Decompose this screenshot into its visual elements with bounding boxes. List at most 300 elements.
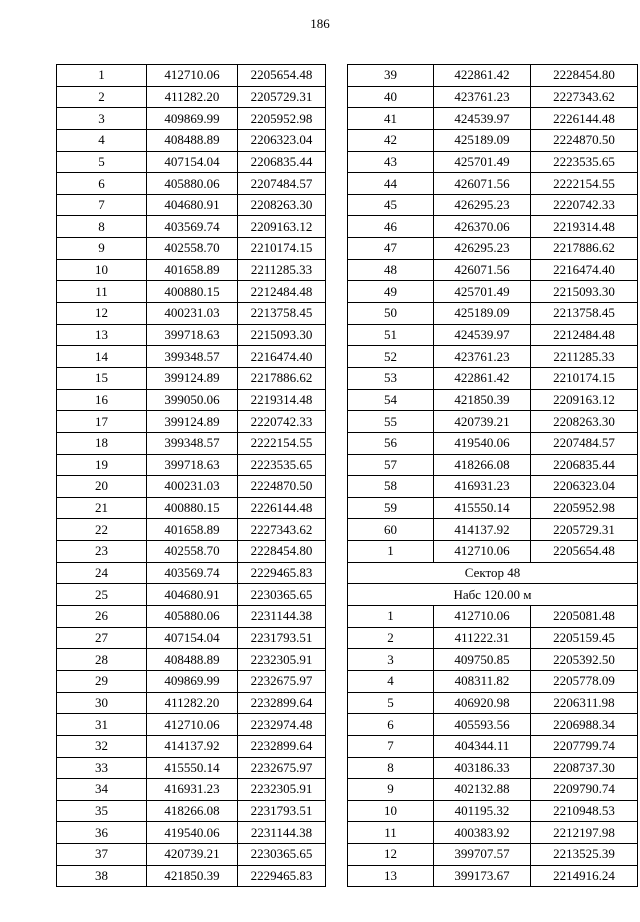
coord-x: 411282.20	[147, 692, 238, 714]
point-number: 22	[57, 519, 147, 541]
coord-x: 421850.39	[147, 865, 238, 887]
point-number: 6	[57, 173, 147, 195]
coord-y: 2207799.74	[531, 735, 638, 757]
table-row	[348, 173, 638, 195]
point-number: 4	[57, 129, 147, 151]
section-title: Сектор 48	[348, 562, 638, 584]
point-number: 3	[57, 108, 147, 130]
table-row	[57, 519, 326, 541]
coord-x: 420739.21	[147, 844, 238, 866]
coord-x: 402132.88	[434, 779, 531, 801]
table-row	[57, 822, 326, 844]
coord-x: 402558.70	[147, 541, 238, 563]
table-row	[348, 108, 638, 130]
table-row	[348, 216, 638, 238]
point-number: 56	[348, 432, 434, 454]
coord-y: 2214916.24	[531, 865, 638, 887]
coord-y: 2231144.38	[238, 606, 326, 628]
point-number: 2	[348, 627, 434, 649]
coord-y: 2215093.30	[238, 324, 326, 346]
point-number: 17	[57, 411, 147, 433]
point-number: 43	[348, 151, 434, 173]
coord-y: 2220742.33	[531, 194, 638, 216]
coord-x: 424539.97	[434, 324, 531, 346]
table-row	[348, 519, 638, 541]
coord-x: 407154.04	[147, 151, 238, 173]
point-number: 16	[57, 389, 147, 411]
coord-x: 409869.99	[147, 108, 238, 130]
table-row	[348, 86, 638, 108]
coord-y: 2208263.30	[531, 411, 638, 433]
coord-x: 399348.57	[147, 346, 238, 368]
coord-y: 2211285.33	[238, 259, 326, 281]
table-row	[57, 454, 326, 476]
coord-y: 2230365.65	[238, 844, 326, 866]
point-number: 21	[57, 497, 147, 519]
table-row	[348, 281, 638, 303]
coord-y: 2232974.48	[238, 714, 326, 736]
coord-y: 2207484.57	[531, 432, 638, 454]
coord-x: 418266.08	[147, 800, 238, 822]
coord-y: 2217886.62	[238, 367, 326, 389]
table-row	[348, 800, 638, 822]
coord-x: 403569.74	[147, 562, 238, 584]
coord-x: 402558.70	[147, 238, 238, 260]
table-row	[348, 454, 638, 476]
point-number: 41	[348, 108, 434, 130]
coord-x: 399124.89	[147, 367, 238, 389]
table-row	[57, 476, 326, 498]
coord-y: 2206835.44	[531, 454, 638, 476]
coord-y: 2205654.48	[238, 65, 326, 87]
coord-x: 424539.97	[434, 108, 531, 130]
table-row	[348, 194, 638, 216]
table-row	[57, 757, 326, 779]
table-row	[348, 259, 638, 281]
coord-x: 418266.08	[434, 454, 531, 476]
coord-y: 2205654.48	[531, 541, 638, 563]
coord-y: 2205729.31	[531, 519, 638, 541]
table-row	[57, 151, 326, 173]
coord-x: 399050.06	[147, 389, 238, 411]
point-number: 27	[57, 627, 147, 649]
page-number: 186	[310, 16, 330, 31]
point-number: 18	[57, 432, 147, 454]
coord-x: 411222.31	[434, 627, 531, 649]
point-number: 44	[348, 173, 434, 195]
table-row	[348, 367, 638, 389]
coord-y: 2212484.48	[238, 281, 326, 303]
point-number: 11	[57, 281, 147, 303]
coord-x: 409750.85	[434, 649, 531, 671]
coord-y: 2228454.80	[238, 541, 326, 563]
table-row	[57, 367, 326, 389]
coord-x: 423761.23	[434, 346, 531, 368]
coord-y: 2232305.91	[238, 649, 326, 671]
point-number: 58	[348, 476, 434, 498]
table-row	[348, 757, 638, 779]
table-row	[57, 129, 326, 151]
point-number: 49	[348, 281, 434, 303]
point-number: 50	[348, 303, 434, 325]
coord-y: 2213758.45	[238, 303, 326, 325]
coord-y: 2224870.50	[238, 476, 326, 498]
coord-y: 2232305.91	[238, 779, 326, 801]
coord-x: 405880.06	[147, 606, 238, 628]
point-number: 45	[348, 194, 434, 216]
table-row	[57, 497, 326, 519]
coord-y: 2232899.64	[238, 735, 326, 757]
coord-y: 2211285.33	[531, 346, 638, 368]
point-number: 28	[57, 649, 147, 671]
coord-x: 422861.42	[434, 65, 531, 87]
table-row	[348, 303, 638, 325]
coord-x: 399348.57	[147, 432, 238, 454]
coord-x: 407154.04	[147, 627, 238, 649]
coord-y: 2210174.15	[238, 238, 326, 260]
coord-x: 405593.56	[434, 714, 531, 736]
point-number: 57	[348, 454, 434, 476]
coord-x: 422861.42	[434, 367, 531, 389]
point-number: 10	[57, 259, 147, 281]
coord-y: 2232899.64	[238, 692, 326, 714]
point-number: 34	[57, 779, 147, 801]
table-row	[348, 649, 638, 671]
table-row	[348, 151, 638, 173]
coord-x: 411282.20	[147, 86, 238, 108]
coord-y: 2209790.74	[531, 779, 638, 801]
table-row	[57, 865, 326, 887]
point-number: 9	[348, 779, 434, 801]
point-number: 46	[348, 216, 434, 238]
point-number: 39	[348, 65, 434, 87]
point-number: 13	[348, 865, 434, 887]
coord-y: 2209163.12	[238, 216, 326, 238]
coord-x: 416931.23	[147, 779, 238, 801]
table-row	[57, 779, 326, 801]
point-number: 32	[57, 735, 147, 757]
coord-y: 2205392.50	[531, 649, 638, 671]
point-number: 7	[348, 735, 434, 757]
point-number: 24	[57, 562, 147, 584]
table-row	[57, 714, 326, 736]
coord-x: 414137.92	[147, 735, 238, 757]
coord-y: 2219314.48	[238, 389, 326, 411]
table-row	[57, 346, 326, 368]
coord-y: 2206323.04	[238, 129, 326, 151]
coord-x: 403186.33	[434, 757, 531, 779]
table-row	[348, 670, 638, 692]
coord-y: 2231793.51	[238, 627, 326, 649]
coord-y: 2205778.09	[531, 670, 638, 692]
table-row	[348, 865, 638, 887]
point-number: 35	[57, 800, 147, 822]
coord-y: 2210174.15	[531, 367, 638, 389]
table-row	[57, 432, 326, 454]
coord-y: 2207484.57	[238, 173, 326, 195]
point-number: 25	[57, 584, 147, 606]
coord-y: 2228454.80	[531, 65, 638, 87]
point-number: 52	[348, 346, 434, 368]
coord-y: 2205081.48	[531, 606, 638, 628]
coord-y: 2223535.65	[238, 454, 326, 476]
point-number: 20	[57, 476, 147, 498]
coord-x: 409869.99	[147, 670, 238, 692]
coord-x: 426071.56	[434, 173, 531, 195]
coord-y: 2229465.83	[238, 865, 326, 887]
point-number: 38	[57, 865, 147, 887]
table-row	[57, 324, 326, 346]
coord-y: 2229465.83	[238, 562, 326, 584]
table-row	[348, 779, 638, 801]
coord-y: 2231793.51	[238, 800, 326, 822]
table-row	[348, 606, 638, 628]
table-row	[57, 606, 326, 628]
coord-y: 2219314.48	[531, 216, 638, 238]
coord-x: 404680.91	[147, 194, 238, 216]
coord-y: 2212484.48	[531, 324, 638, 346]
table-row	[57, 194, 326, 216]
coord-x: 412710.06	[147, 65, 238, 87]
coord-x: 423761.23	[434, 86, 531, 108]
coord-x: 399173.67	[434, 865, 531, 887]
coord-x: 414137.92	[434, 519, 531, 541]
table-row	[348, 389, 638, 411]
coord-y: 2212197.98	[531, 822, 638, 844]
section-header-row	[348, 562, 638, 584]
table-row	[57, 108, 326, 130]
coord-x: 403569.74	[147, 216, 238, 238]
point-number: 48	[348, 259, 434, 281]
coord-x: 401658.89	[147, 259, 238, 281]
table-row	[348, 541, 638, 563]
coord-y: 2205729.31	[238, 86, 326, 108]
coord-y: 2216474.40	[531, 259, 638, 281]
coord-x: 420739.21	[434, 411, 531, 433]
point-number: 33	[57, 757, 147, 779]
table-row	[348, 627, 638, 649]
point-number: 5	[348, 692, 434, 714]
point-number: 1	[348, 541, 434, 563]
table-row	[348, 324, 638, 346]
coord-y: 2230365.65	[238, 584, 326, 606]
coord-x: 415550.14	[147, 757, 238, 779]
coord-x: 426295.23	[434, 238, 531, 260]
table-row	[348, 692, 638, 714]
coord-y: 2216474.40	[238, 346, 326, 368]
point-number: 13	[57, 324, 147, 346]
table-row	[57, 541, 326, 563]
coord-x: 399718.63	[147, 324, 238, 346]
point-number: 51	[348, 324, 434, 346]
point-number: 5	[57, 151, 147, 173]
coord-x: 421850.39	[434, 389, 531, 411]
table-row	[57, 259, 326, 281]
point-number: 55	[348, 411, 434, 433]
coord-y: 2226144.48	[238, 497, 326, 519]
table-row	[57, 844, 326, 866]
point-number: 54	[348, 389, 434, 411]
point-number: 37	[57, 844, 147, 866]
point-number: 1	[348, 606, 434, 628]
coord-y: 2205159.45	[531, 627, 638, 649]
coord-y: 2209163.12	[531, 389, 638, 411]
coord-y: 2206835.44	[238, 151, 326, 173]
coord-x: 426295.23	[434, 194, 531, 216]
section-subtitle: Набс 120.00 м	[348, 584, 638, 606]
table-row	[348, 411, 638, 433]
table-row	[57, 627, 326, 649]
point-number: 59	[348, 497, 434, 519]
table-row	[348, 497, 638, 519]
coord-y: 2206311.98	[531, 692, 638, 714]
coord-x: 416931.23	[434, 476, 531, 498]
coord-y: 2205952.98	[531, 497, 638, 519]
point-number: 11	[348, 822, 434, 844]
coordinates-table-right	[347, 64, 638, 887]
coord-y: 2220742.33	[238, 411, 326, 433]
coord-y: 2213758.45	[531, 303, 638, 325]
coord-x: 408311.82	[434, 670, 531, 692]
coord-y: 2226144.48	[531, 108, 638, 130]
table-row	[57, 86, 326, 108]
table-row	[57, 411, 326, 433]
point-number: 12	[57, 303, 147, 325]
point-number: 10	[348, 800, 434, 822]
coord-x: 412710.06	[147, 714, 238, 736]
coord-y: 2208737.30	[531, 757, 638, 779]
table-row	[348, 844, 638, 866]
point-number: 6	[348, 714, 434, 736]
coord-x: 426071.56	[434, 259, 531, 281]
table-row	[348, 822, 638, 844]
coord-x: 404680.91	[147, 584, 238, 606]
table-row	[57, 216, 326, 238]
coord-x: 419540.06	[434, 432, 531, 454]
point-number: 1	[57, 65, 147, 87]
coord-x: 415550.14	[434, 497, 531, 519]
table-row	[348, 346, 638, 368]
table-row	[57, 670, 326, 692]
table-row	[57, 649, 326, 671]
coord-x: 399707.57	[434, 844, 531, 866]
point-number: 15	[57, 367, 147, 389]
coord-y: 2227343.62	[531, 86, 638, 108]
table-row	[348, 65, 638, 87]
point-number: 60	[348, 519, 434, 541]
point-number: 23	[57, 541, 147, 563]
point-number: 7	[57, 194, 147, 216]
point-number: 8	[57, 216, 147, 238]
point-number: 4	[348, 670, 434, 692]
point-number: 42	[348, 129, 434, 151]
coord-x: 400383.92	[434, 822, 531, 844]
coord-x: 425189.09	[434, 129, 531, 151]
table-row	[348, 714, 638, 736]
coord-x: 400880.15	[147, 497, 238, 519]
table-row	[57, 303, 326, 325]
point-number: 8	[348, 757, 434, 779]
coord-x: 401658.89	[147, 519, 238, 541]
point-number: 53	[348, 367, 434, 389]
table-row	[57, 562, 326, 584]
coord-x: 399124.89	[147, 411, 238, 433]
coord-x: 412710.06	[434, 606, 531, 628]
point-number: 36	[57, 822, 147, 844]
coord-y: 2231144.38	[238, 822, 326, 844]
coord-y: 2227343.62	[238, 519, 326, 541]
coord-y: 2232675.97	[238, 670, 326, 692]
point-number: 14	[57, 346, 147, 368]
coord-y: 2210948.53	[531, 800, 638, 822]
coord-x: 412710.06	[434, 541, 531, 563]
coord-x: 399718.63	[147, 454, 238, 476]
table-row	[57, 173, 326, 195]
point-number: 40	[348, 86, 434, 108]
table-row	[57, 65, 326, 87]
coord-x: 400231.03	[147, 476, 238, 498]
coord-y: 2232675.97	[238, 757, 326, 779]
coord-x: 426370.06	[434, 216, 531, 238]
coord-x: 405880.06	[147, 173, 238, 195]
table-row	[57, 800, 326, 822]
coord-x: 400231.03	[147, 303, 238, 325]
coord-x: 425701.49	[434, 151, 531, 173]
point-number: 12	[348, 844, 434, 866]
table-row	[57, 692, 326, 714]
coord-y: 2223535.65	[531, 151, 638, 173]
section-subheader-row	[348, 584, 638, 606]
table-row	[57, 238, 326, 260]
point-number: 26	[57, 606, 147, 628]
point-number: 31	[57, 714, 147, 736]
point-number: 9	[57, 238, 147, 260]
point-number: 47	[348, 238, 434, 260]
point-number: 30	[57, 692, 147, 714]
table-row	[57, 584, 326, 606]
table-row	[348, 238, 638, 260]
table-row	[348, 129, 638, 151]
coord-y: 2222154.55	[238, 432, 326, 454]
coord-y: 2206988.34	[531, 714, 638, 736]
coord-y: 2224870.50	[531, 129, 638, 151]
table-row	[57, 735, 326, 757]
coord-x: 425189.09	[434, 303, 531, 325]
coord-y: 2208263.30	[238, 194, 326, 216]
coord-x: 408488.89	[147, 129, 238, 151]
point-number: 3	[348, 649, 434, 671]
table-row	[57, 281, 326, 303]
coord-x: 400880.15	[147, 281, 238, 303]
coord-x: 406920.98	[434, 692, 531, 714]
table-row	[348, 735, 638, 757]
coord-x: 408488.89	[147, 649, 238, 671]
coord-x: 404344.11	[434, 735, 531, 757]
coord-x: 419540.06	[147, 822, 238, 844]
point-number: 2	[57, 86, 147, 108]
table-row	[57, 389, 326, 411]
coord-y: 2206323.04	[531, 476, 638, 498]
table-row	[348, 476, 638, 498]
coordinates-table-left	[56, 64, 326, 887]
point-number: 29	[57, 670, 147, 692]
coord-y: 2215093.30	[531, 281, 638, 303]
table-row	[348, 432, 638, 454]
coord-y: 2213525.39	[531, 844, 638, 866]
coord-y: 2222154.55	[531, 173, 638, 195]
coord-x: 425701.49	[434, 281, 531, 303]
point-number: 19	[57, 454, 147, 476]
